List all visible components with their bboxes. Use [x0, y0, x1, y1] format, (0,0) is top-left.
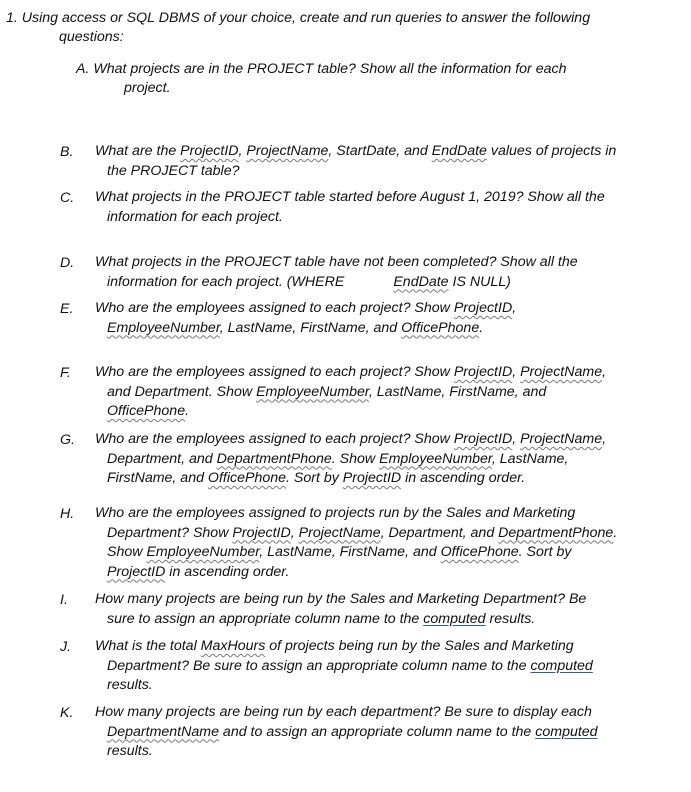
term-employeenumber: EmployeeNumber [256, 383, 369, 400]
question-d: What projects in the PROJECT table have not been completed? Show all the information for each project. (WHERE EndDate IS NULL) [95, 254, 578, 290]
label-h: H. [60, 506, 75, 522]
term-officephone: OfficePhone [440, 544, 519, 560]
term-departmentphone: DepartmentPhone [498, 524, 614, 541]
term-projectid: ProjectID [232, 524, 291, 541]
term-projectid: ProjectID [453, 431, 513, 447]
intro-line-1: 1. Using access or SQL DBMS of your choice, create and run queries to answer the following [6, 10, 591, 26]
term-maxhours: MaxHours [200, 638, 266, 654]
label-j: J. [60, 639, 72, 655]
term-enddate: EndDate [431, 143, 487, 159]
term-computed: computed [530, 657, 593, 674]
question-i: How many projects are being run by the Sales and Marketing Department? Be sure to assign an appropriate column name to the computed results. [95, 591, 587, 627]
term-employeenumber: EmployeeNumber [107, 319, 220, 336]
question-c: What projects in the PROJECT table started before August 1, 2019? Show all the information for each project. [95, 189, 605, 225]
term-enddate: EndDate [393, 273, 449, 290]
question-g: Who are the employees assigned to each project? Show ProjectID, ProjectName, Department, and DepartmentPhone. Show EmployeeNumber, LastName, FirstName, and OfficePhone. Sort by ProjectID in ascending order. [95, 431, 607, 486]
term-departmentphone: DepartmentPhone [216, 450, 332, 467]
term-departmentname: DepartmentName [107, 723, 219, 740]
term-projectname: ProjectName [520, 364, 603, 380]
term-officephone: OfficePhone [401, 319, 480, 336]
question-f: Who are the employees assigned to each project? Show ProjectID, ProjectName, and Department. Show EmployeeNumber, LastName, FirstName, and OfficePhone. [95, 364, 607, 419]
term-officephone: OfficePhone [107, 403, 186, 419]
term-projectid: ProjectID [107, 563, 166, 580]
term-projectname: ProjectName [298, 524, 381, 541]
term-projectid: ProjectID [342, 470, 402, 486]
label-d: D. [60, 255, 75, 271]
question-k: How many projects are being run by each department? Be sure to display each DepartmentName and to assign an appropriate column name to the computed results. [95, 704, 598, 759]
label-b: B. [60, 144, 74, 160]
term-projectname: ProjectName [520, 431, 603, 447]
intro-line-2: questions: [59, 29, 124, 45]
label-g: G. [60, 432, 75, 448]
term-projectid: ProjectID [180, 143, 239, 159]
question-a-line-2: project. [124, 80, 171, 96]
label-k: K. [60, 705, 74, 721]
question-b: What are the ProjectID, ProjectName, StartDate, and EndDate values of projects in the PROJECT table? [95, 143, 617, 179]
label-e: E. [60, 301, 74, 317]
term-projectid: ProjectID [453, 364, 513, 380]
label-f: F. [60, 365, 71, 381]
term-officephone: OfficePhone [207, 470, 287, 486]
term-employeenumber: EmployeeNumber [146, 544, 260, 560]
question-j: What is the total MaxHours of projects being run by the Sales and Marketing Department? Be sure to assign an appropriate column name to the computed results. [95, 638, 593, 693]
term-computed: computed [423, 610, 486, 627]
term-projectid: ProjectID [453, 300, 513, 316]
question-h: Who are the employees assigned to projects run by the Sales and Marketing Department? Show ProjectID, ProjectName, Department, and DepartmentPhone. Show EmployeeNumber, LastName, FirstName, and OfficePhone. Sort by ProjectID in ascending order. [95, 505, 618, 580]
label-i: I. [60, 592, 68, 608]
question-a-line-1: A. What projects are in the PROJECT table? Show all the information for each [76, 61, 567, 77]
question-e: Who are the employees assigned to each project? Show ProjectID, EmployeeNumber, LastName, FirstName, and OfficePhone. [95, 300, 517, 336]
term-projectname: ProjectName [246, 143, 329, 159]
term-employeenumber: EmployeeNumber [379, 450, 492, 467]
term-computed: computed [535, 723, 598, 740]
label-c: C. [60, 190, 75, 206]
